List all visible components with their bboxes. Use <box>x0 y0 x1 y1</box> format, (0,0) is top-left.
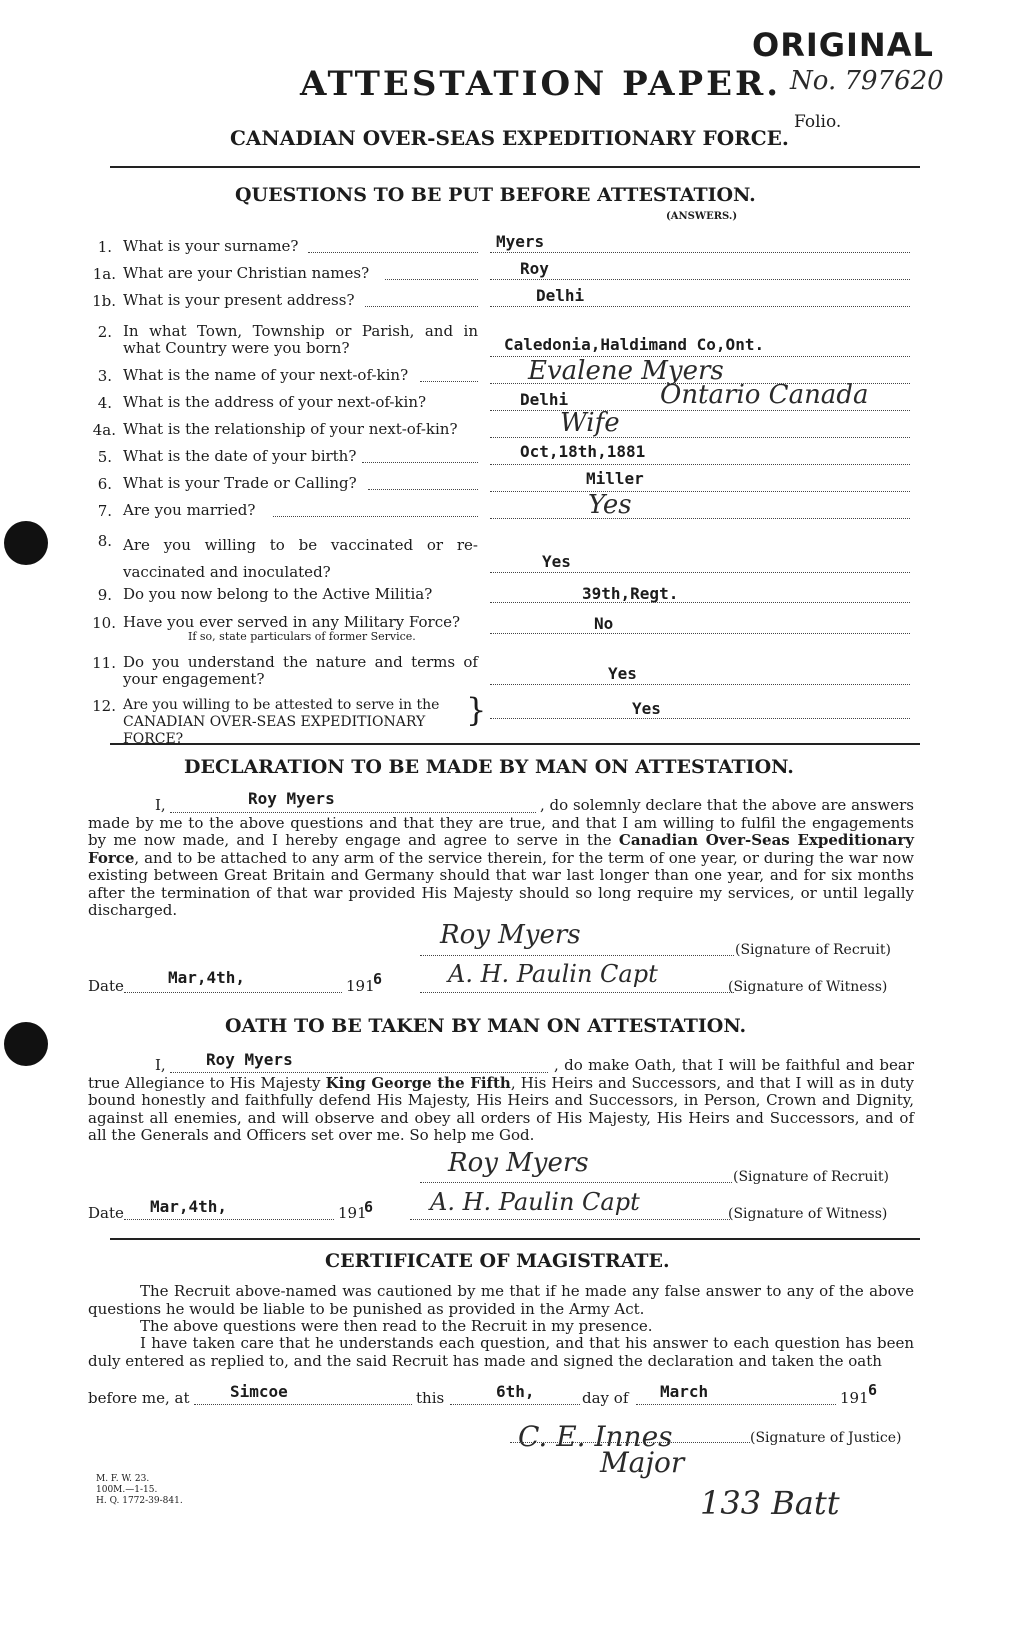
certificate-before-label: before me, at <box>88 1389 190 1407</box>
declaration-date-label: Date <box>88 977 124 995</box>
signature-line <box>510 1442 750 1443</box>
answer-line <box>490 410 910 411</box>
answer-line <box>490 306 910 307</box>
question-text: What is the name of your next-of-kin? <box>123 366 409 384</box>
answer-line <box>490 572 910 573</box>
declaration-i: I, <box>155 796 166 814</box>
justice-unit: 133 Batt <box>700 1484 840 1522</box>
oath-heading: OATH TO BE TAKEN BY MAN ON ATTESTATION. <box>225 1015 747 1037</box>
answer-line <box>385 279 478 280</box>
original-stamp: ORIGINAL <box>752 26 934 64</box>
question-text: What is your Trade or Calling? <box>123 474 357 492</box>
declaration-date: Mar,4th, <box>168 968 246 987</box>
question-text: What is your surname? <box>123 237 299 255</box>
declaration-text: , do solemnly declare that the above are answers made by me to the above questions and that they are true, and that I am willing to fulfil the engagements by me now made, and I hereby engage and agree to serve in the Canadian Over-Seas Expeditionary Force, and to be attached to any arm of the service therein, for the term of one year, or during the war now existing between Great Britain and Germany should that war last longer than one year, and for six months after the termination of that war provided His Majesty should so long require my services, or until legally discharged. <box>88 796 914 919</box>
answer-line <box>490 491 910 492</box>
answer-line <box>368 489 478 490</box>
form-code-2: 100M.—1-15. <box>96 1485 158 1495</box>
signature-line <box>420 955 734 956</box>
day-line <box>450 1404 580 1405</box>
justice-rank: Major <box>600 1446 685 1479</box>
answer-line <box>490 518 910 519</box>
question-number: 4. <box>97 394 112 412</box>
certificate-month: March <box>660 1382 709 1401</box>
question-text: Are you willing to be attested to serve in the CANADIAN OVER-SEAS EXPEDITIONARY FORCE? <box>123 697 440 747</box>
oath-date-label: Date <box>88 1204 124 1222</box>
question-number: 7. <box>97 502 112 520</box>
answer-married: Yes <box>588 490 632 520</box>
section-divider <box>110 1238 920 1240</box>
declaration-heading: DECLARATION TO BE MADE BY MAN ON ATTESTATION. <box>184 756 794 778</box>
answer-line <box>362 462 478 463</box>
answer-active-militia: 39th,Regt. <box>582 584 679 603</box>
date-line <box>124 1219 334 1220</box>
question-number: 9. <box>97 586 112 604</box>
answer-relationship: Wife <box>560 408 620 438</box>
punch-hole-bottom <box>4 1022 48 1066</box>
oath-i: I, <box>155 1056 166 1074</box>
oath-witness-signature: A. H. Paulin Capt <box>430 1188 640 1216</box>
question-number: 6. <box>97 475 112 493</box>
question-number: 1b. <box>92 292 116 310</box>
declaration-recruit-signature: Roy Myers <box>440 920 581 950</box>
certificate-place: Simcoe <box>230 1382 288 1401</box>
date-line <box>124 992 342 993</box>
certificate-heading: CERTIFICATE OF MAGISTRATE. <box>325 1250 670 1272</box>
question-text: What are your Christian names? <box>123 264 370 282</box>
answer-line <box>490 464 910 465</box>
oath-name: Roy Myers <box>206 1050 293 1069</box>
oath-witness-label: (Signature of Witness) <box>728 1206 888 1222</box>
answer-trade: Miller <box>586 469 644 488</box>
question-number: 2. <box>97 323 112 341</box>
declaration-name: Roy Myers <box>248 789 335 808</box>
question-number: 1a. <box>92 265 116 283</box>
certificate-paragraph-3: I have taken care that he understands each question, and that his answer to each question has been duly entered as replied to, and the said Recruit has made and signed the declaration and taken the oath <box>88 1334 914 1370</box>
answer-birthplace: Caledonia,Haldimand Co,Ont. <box>504 335 765 354</box>
answer-line <box>365 306 478 307</box>
answer-date-of-birth: Oct,18th,1881 <box>520 442 646 461</box>
signature-line <box>420 992 734 993</box>
answers-label: (ANSWERS.) <box>666 211 738 222</box>
declaration-witness-label: (Signature of Witness) <box>728 979 888 995</box>
question-text: What is the address of your next-of-kin? <box>123 393 427 411</box>
answer-line <box>490 252 910 253</box>
question-text: What is the relationship of your next-of-kin? <box>123 420 458 438</box>
question-number: 4a. <box>92 421 116 439</box>
question-number: 3. <box>97 367 112 385</box>
question-number: 11. <box>92 654 116 672</box>
certificate-year-suffix: 6 <box>868 1381 878 1399</box>
answer-understand-terms: Yes <box>608 664 637 683</box>
oath-recruit-label: (Signature of Recruit) <box>733 1169 889 1185</box>
certificate-year-prefix: 191 <box>840 1389 869 1407</box>
justice-label: (Signature of Justice) <box>750 1430 902 1446</box>
question-brace: } <box>466 691 487 729</box>
oath-text: , do make Oath, that I will be faithful and bear true Allegiance to His Majesty King George the Fifth, His Heirs and Successors, and that I will as in duty bound honestly and faithfully defend His Majesty, His Heirs and Successors, in Person, Crown and Dignity, against all enemies, and will observe and obey all orders of His Majesty, His Heirs and Successors, and of all the Generals and Officers set over me. So help me God. <box>88 1056 914 1144</box>
form-code-3: H. Q. 1772-39-841. <box>96 1496 183 1506</box>
answer-line <box>490 279 910 280</box>
question-text: Do you understand the nature and terms of your engagement? <box>123 653 478 688</box>
question-number: 5. <box>97 448 112 466</box>
force-subtitle: CANADIAN OVER-SEAS EXPEDITIONARY FORCE. <box>230 126 789 150</box>
declaration-recruit-label: (Signature of Recruit) <box>735 942 891 958</box>
question-text: What is the date of your birth? <box>123 447 357 465</box>
answer-vaccinated: Yes <box>542 552 571 571</box>
oath-date: Mar,4th, <box>150 1197 228 1216</box>
document-title: ATTESTATION PAPER. <box>300 64 782 104</box>
questions-heading: QUESTIONS TO BE PUT BEFORE ATTESTATION. <box>235 184 756 206</box>
answer-line <box>490 602 910 603</box>
answer-line <box>273 516 478 517</box>
question-text: In what Town, Township or Parish, and in what Country were you born? <box>123 322 478 357</box>
answer-next-of-kin-address: Delhi <box>520 390 569 409</box>
answer-line <box>490 684 910 685</box>
answer-line <box>308 252 478 253</box>
answer-military-service: No <box>594 614 614 633</box>
month-line <box>636 1404 836 1405</box>
answer-surname: Myers <box>496 232 545 251</box>
place-line <box>194 1404 412 1405</box>
header-divider <box>110 166 920 168</box>
question-text: Are you willing to be vaccinated or re-vaccinated and inoculated? <box>123 536 478 581</box>
certificate-paragraph-2: The above questions were then read to the Recruit in my presence. <box>140 1317 653 1335</box>
folio-label: Folio. <box>794 112 842 132</box>
question-text: Do you now belong to the Active Militia? <box>123 585 433 603</box>
question-text: Are you married? <box>123 501 256 519</box>
answer-line <box>490 633 910 634</box>
answer-line <box>420 381 478 382</box>
certificate-day: 6th, <box>496 1382 535 1401</box>
form-code-1: M. F. W. 23. <box>96 1474 150 1484</box>
answer-line <box>490 718 910 719</box>
answer-willing-to-serve: Yes <box>632 699 661 718</box>
answer-next-of-kin: Evalene Myers <box>528 356 724 386</box>
regimental-number: No. 797620 <box>790 66 944 96</box>
answer-line <box>490 437 910 438</box>
certificate-this-label: this <box>416 1389 445 1407</box>
section-divider <box>110 743 920 745</box>
question-text: What is your present address? <box>123 291 355 309</box>
certificate-paragraph-1: The Recruit above-named was cautioned by me that if he made any false answer to any of the above questions he would be liable to be punished as provided in the Army Act. <box>88 1282 914 1318</box>
answer-next-of-kin-address-handwritten: Ontario Canada <box>660 380 869 410</box>
declaration-witness-signature: A. H. Paulin Capt <box>448 960 658 988</box>
question-number: 8. <box>97 532 112 550</box>
declaration-year-suffix: 6 <box>373 970 383 988</box>
answer-present-address: Delhi <box>536 286 585 305</box>
signature-line <box>420 1182 732 1183</box>
question-number: 12. <box>92 697 116 715</box>
declaration-year-prefix: 191 <box>346 977 375 995</box>
question-note: If so, state particulars of former Service. <box>188 630 416 643</box>
punch-hole-top <box>4 521 48 565</box>
oath-year-prefix: 191 <box>338 1204 367 1222</box>
oath-year-suffix: 6 <box>364 1198 374 1216</box>
answer-christian-names: Roy <box>520 259 549 278</box>
question-text: Have you ever served in any Military Force? <box>123 613 461 631</box>
question-number: 10. <box>92 614 116 632</box>
certificate-day-of-label: day of <box>582 1389 629 1407</box>
question-number: 1. <box>97 238 112 256</box>
justice-signature: C. E. Innes <box>518 1420 673 1453</box>
oath-recruit-signature: Roy Myers <box>448 1148 589 1178</box>
signature-line <box>410 1219 730 1220</box>
